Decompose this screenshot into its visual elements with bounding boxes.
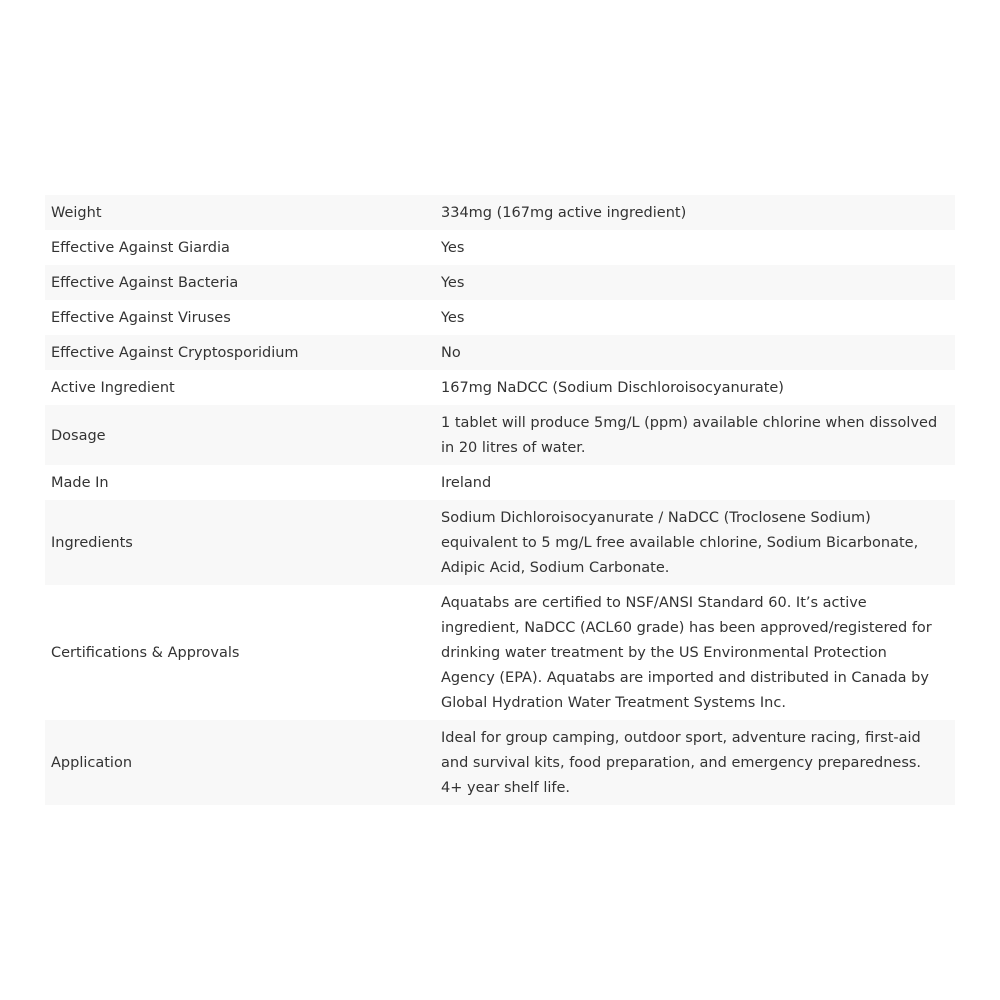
spec-label: Certifications & Approvals xyxy=(51,645,240,661)
spec-row-application xyxy=(45,720,955,805)
specifications-table xyxy=(45,195,955,805)
spec-row-bacteria xyxy=(45,265,955,300)
spec-value: Aquatabs are certified to NSF/ANSI Standard 60. It’s active ingredient, NaDCC (ACL60 grade) has been approved/registered for drinking water treatment by the US Environmental Protection Agency (EPA). Aquatabs are imported and distributed in Canada by Global Hydration Water Treatment Systems Inc. xyxy=(441,595,932,711)
spec-value: Ideal for group camping, outdoor sport, adventure racing, first-aid and survival kits, food preparation, and emergency preparedness. 4+ year shelf life. xyxy=(441,730,922,796)
spec-row-dosage xyxy=(45,405,955,465)
spec-row-giardia xyxy=(45,230,955,265)
spec-label: Ingredients xyxy=(51,535,133,551)
spec-value: Ireland xyxy=(441,475,492,491)
spec-row-ingredients xyxy=(45,500,955,585)
spec-value: Yes xyxy=(441,240,465,256)
spec-label: Effective Against Giardia xyxy=(51,240,230,256)
spec-row-certifications xyxy=(45,585,955,720)
spec-value: Yes xyxy=(441,275,465,291)
spec-row-viruses xyxy=(45,300,955,335)
spec-value: 167mg NaDCC (Sodium Dischloroisocyanurate) xyxy=(441,380,784,396)
spec-label: Effective Against Viruses xyxy=(51,310,231,326)
spec-value: No xyxy=(441,345,461,361)
spec-row-cryptosporidium xyxy=(45,335,955,370)
spec-label: Weight xyxy=(51,205,102,221)
spec-row-weight xyxy=(45,195,955,230)
spec-label: Dosage xyxy=(51,427,106,444)
spec-label: Effective Against Bacteria xyxy=(51,275,239,291)
spec-label: Application xyxy=(51,755,133,771)
spec-row-active-ingredient xyxy=(45,370,955,405)
spec-value: 334mg (167mg active ingredient) xyxy=(441,205,687,221)
spec-label: Active Ingredient xyxy=(51,380,175,396)
specifications-table-body xyxy=(45,195,955,805)
spec-label: Effective Against Cryptosporidium xyxy=(51,345,299,361)
spec-value: Yes xyxy=(441,310,465,326)
spec-label: Made In xyxy=(51,475,109,491)
spec-row-made-in xyxy=(45,465,955,500)
spec-value: Sodium Dichloroisocyanurate / NaDCC (Troclosene Sodium) equivalent to 5 mg/L free available chlorine, Sodium Bicarbonate, Adipic Acid, Sodium Carbonate. xyxy=(441,510,919,576)
spec-value: 1 tablet will produce 5mg/L (ppm) available chlorine when dissolved in 20 litres of water. xyxy=(441,415,938,456)
